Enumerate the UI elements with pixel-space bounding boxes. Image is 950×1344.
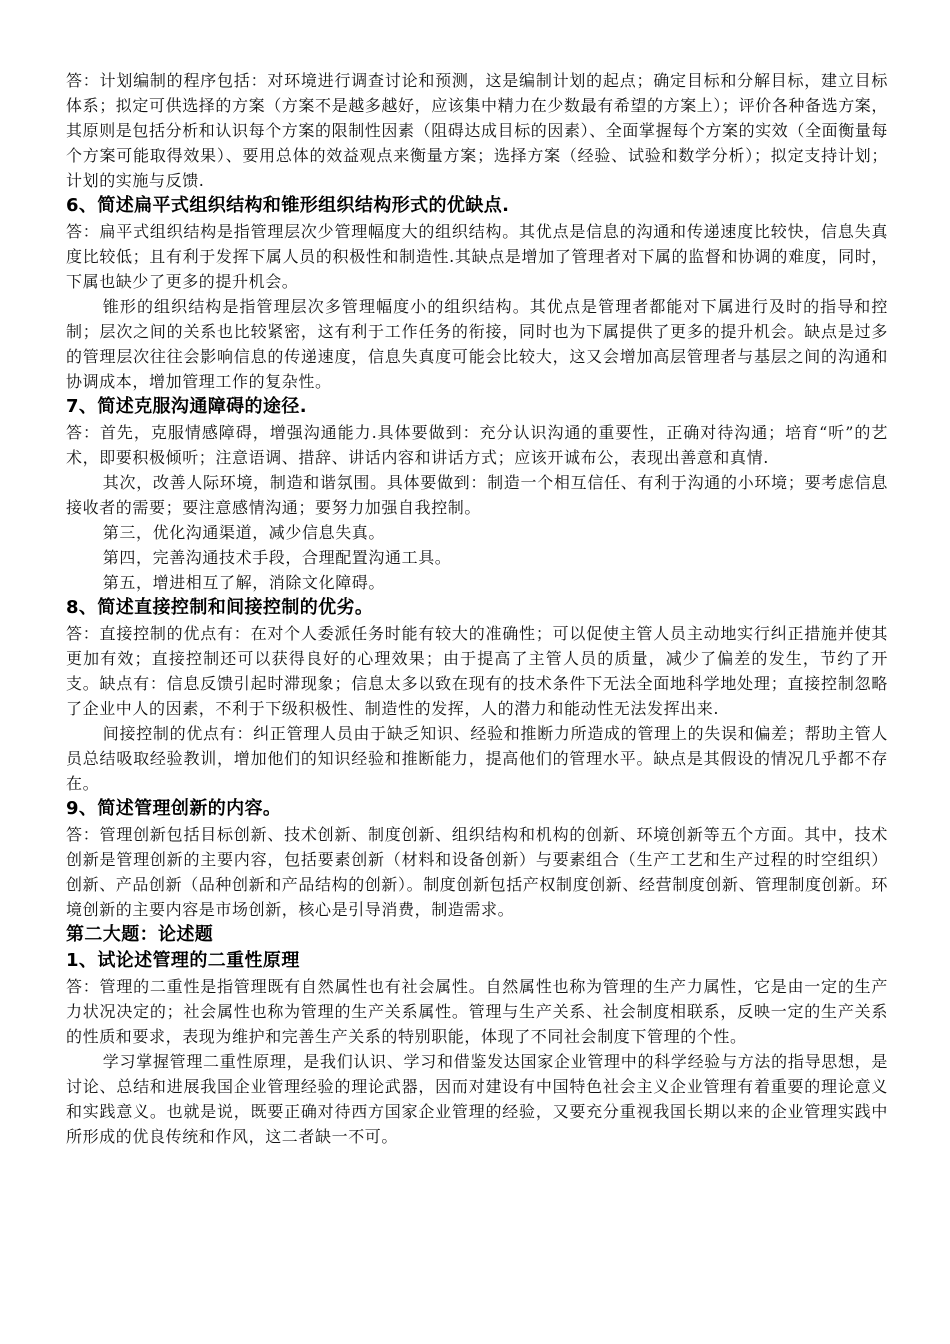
answer-paragraph: 第四，完善沟通技术手段，合理配置沟通工具。 bbox=[102, 548, 452, 567]
question-heading: 1、试论述管理的二重性原理 bbox=[66, 950, 300, 971]
document-page bbox=[66, 68, 888, 1149]
answer-paragraph: 锥形的组织结构是指管理层次多管理幅度小的组织结构。其优点是管理者都能对下属进行及时的指导和控制；层次之间的关系也比较紧密，这有利于工作任务的衔接，同时也为下属提供了更多的提升机会。缺点是过多的管理层次往往会影响信息的传递速度，信息失真度可能会比较大，这又会增加高层管理者与基层之间的沟通和协调成本，增加管理工作的复杂性。 bbox=[66, 297, 888, 391]
answer-paragraph: 答：首先，克服情感障碍，增强沟通能力.具体要做到：充分认识沟通的重要性，正确对待沟通；培育“听”的艺术，即要积极倾听；注意语调、措辞、讲话内容和讲话方式；应该开诚布公，表现出善意和真情. bbox=[66, 423, 888, 467]
answer-paragraph: 答：扁平式组织结构是指管理层次少管理幅度大的组织结构。其优点是信息的沟通和传递速度比较快，信息失真度比较低；且有利于发挥下属人员的积极性和制造性.其缺点是增加了管理者对下属的监督和协调的难度，同时，下属也缺少了更多的提升机会。 bbox=[66, 222, 888, 291]
answer-paragraph: 其次，改善人际环境，制造和谐氛围。具体要做到：制造一个相互信任、有利于沟通的小环境；要考虑信息接收者的需要；要注意感情沟通；要努力加强自我控制。 bbox=[66, 473, 888, 517]
question-heading: 7、简述克服沟通障碍的途径. bbox=[66, 396, 307, 417]
answer-paragraph: 答：管理的二重性是指管理既有自然属性也有社会属性。自然属性也称为管理的生产力属性，它是由一定的生产力状况决定的；社会属性也称为管理的生产关系属性。管理与生产关系、社会制度相联系，反映一定的生产关系的性质和要求，表现为维护和完善生产关系的特别职能，体现了不同社会制度下管理的个性。 bbox=[66, 977, 888, 1046]
question-heading: 9、简述管理创新的内容。 bbox=[66, 798, 282, 819]
question-heading: 6、简述扁平式组织结构和锥形组织结构形式的优缺点. bbox=[66, 195, 510, 216]
answer-paragraph: 学习掌握管理二重性原理，是我们认识、学习和借鉴发达国家企业管理中的科学经验与方法的指导思想，是讨论、总结和进展我国企业管理经验的理论武器，因而对建设有中国特色社会主义企业管理有着重要的理论意义和实践意义。也就是说，既要正确对待西方国家企业管理的经验，又要充分重视我国长期以来的企业管理实践中所形成的优良传统和作风，这二者缺一不可。 bbox=[66, 1052, 888, 1146]
question-heading: 8、简述直接控制和间接控制的优劣。 bbox=[66, 597, 374, 618]
answer-paragraph: 第五，增进相互了解，消除文化障碍。 bbox=[102, 573, 385, 592]
answer-paragraph: 答：计划编制的程序包括：对环境进行调查讨论和预测，这是编制计划的起点；确定目标和分解目标，建立目标体系；拟定可供选择的方案（方案不是越多越好，应该集中精力在少数最有希望的方案上）；评价各种备选方案，其原则是包括分析和认识每个方案的限制性因素（阻碍达成目标的因素）、全面掌握每个方案的实效（全面衡量每个方案可能取得效果）、要用总体的效益观点来衡量方案；选择方案（经验、试验和数学分析）；拟定支持计划；计划的实施与反馈. bbox=[66, 71, 889, 190]
answer-paragraph: 间接控制的优点有：纠正管理人员由于缺乏知识、经验和推断力所造成的管理上的失误和偏差；帮助主管人员总结吸取经验教训，增加他们的知识经验和推断能力，提高他们的管理水平。缺点是其假设的情况几乎都不存在。 bbox=[66, 724, 888, 793]
answer-paragraph: 答：管理创新包括目标创新、技术创新、制度创新、组织结构和机构的创新、环境创新等五个方面。其中，技术创新是管理创新的主要内容，包括要素创新（材料和设备创新）与要素组合（生产工艺和生产过程的时空组织）创新、产品创新（品种创新和产品结构的创新）。制度创新包括产权制度创新、经营制度创新、管理制度创新。环境创新的主要内容是市场创新，核心是引导消费，制造需求。 bbox=[66, 825, 889, 919]
answer-paragraph: 第三，优化沟通渠道，减少信息失真。 bbox=[102, 523, 385, 542]
section-heading: 第二大题：论述题 bbox=[66, 924, 214, 945]
answer-paragraph: 答：直接控制的优点有：在对个人委派任务时能有较大的准确性；可以促使主管人员主动地实行纠正措施并使其更加有效；直接控制还可以获得良好的心理效果；由于提高了主管人员的质量，减少了偏差的发生，节约了开支。缺点有：信息反馈引起时滞现象；信息太多以致在现有的技术条件下无法全面地科学地处理；直接控制忽略了企业中人的因素，不利于下级积极性、制造性的发挥，人的潜力和能动性无法发挥出来. bbox=[66, 624, 888, 718]
